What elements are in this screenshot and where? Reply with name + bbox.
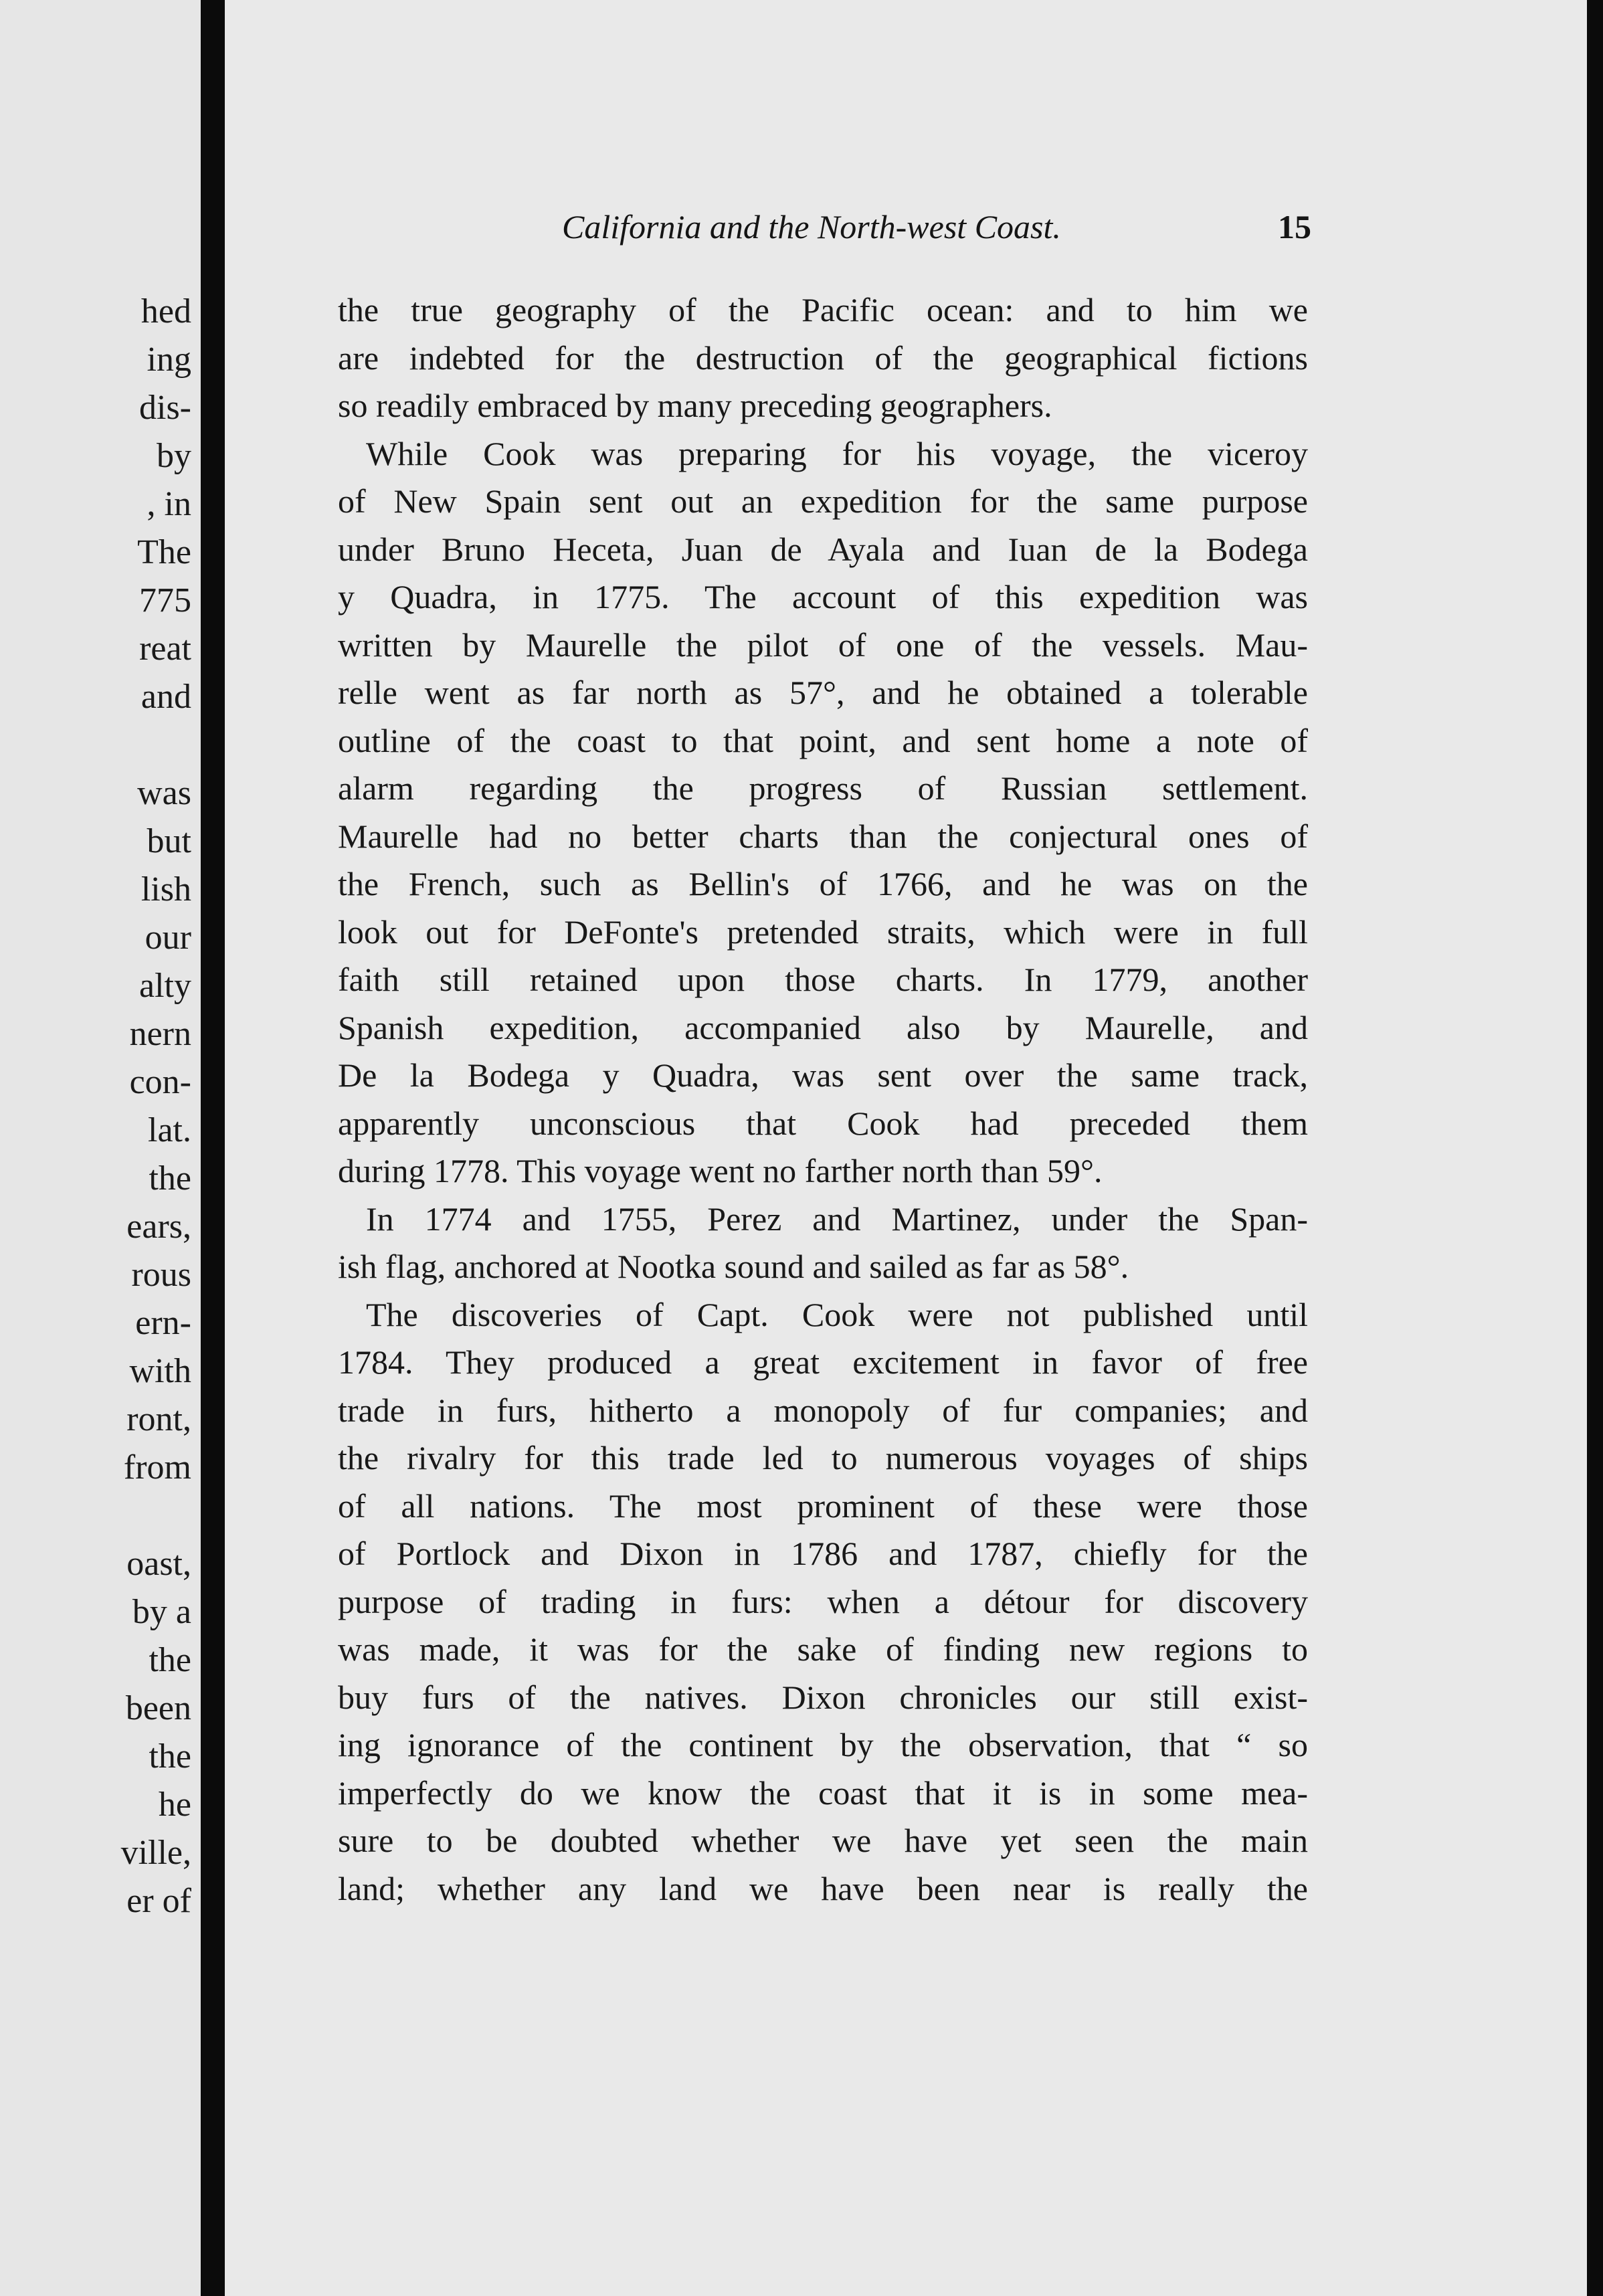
facing-page-line: The bbox=[137, 533, 191, 571]
facing-page-line: by a bbox=[132, 1593, 191, 1631]
text-line: purpose of trading in furs: when a détour for discovery bbox=[338, 1582, 1308, 1620]
text-line: sure to be doubted whether we have yet seen the main bbox=[338, 1822, 1308, 1859]
text-line: written by Maurelle the pilot of one of the vessels. Mau- bbox=[338, 626, 1308, 664]
facing-page-line: nern bbox=[129, 1015, 191, 1053]
text-line: De la Bodega y Quadra, was sent over the same track, bbox=[338, 1056, 1308, 1094]
text-line: alarm regarding the progress of Russian settlement. bbox=[338, 769, 1308, 807]
text-line: y Quadra, in 1775. The account of this expedition was bbox=[338, 578, 1308, 615]
text-line: apparently unconscious that Cook had preceded them bbox=[338, 1104, 1308, 1142]
text-line: of New Spain sent out an expedition for the same purpose bbox=[338, 482, 1308, 520]
facing-page-line: ront, bbox=[126, 1400, 191, 1438]
text-line: Spanish expedition, accompanied also by Maurelle, and bbox=[338, 1008, 1308, 1046]
facing-page-line: was bbox=[137, 774, 191, 812]
page-number: 15 bbox=[1278, 208, 1311, 246]
text-line: While Cook was preparing for his voyage, the viceroy bbox=[366, 434, 1308, 472]
facing-page-line: hed bbox=[140, 292, 191, 330]
text-line: so readily embraced by many preceding geographers. bbox=[338, 387, 1052, 424]
text-line: outline of the coast to that point, and sent home a note of bbox=[338, 721, 1308, 759]
facing-page-line: been bbox=[125, 1689, 191, 1727]
facing-page-line: ears, bbox=[126, 1208, 191, 1246]
facing-page-line: , in bbox=[147, 485, 191, 523]
text-line: land; whether any land we have been near is really the bbox=[338, 1869, 1308, 1907]
facing-page-line: ern- bbox=[135, 1304, 191, 1342]
text-line: look out for DeFonte's pretended straits, which were in full bbox=[338, 913, 1308, 951]
page-gutter bbox=[201, 0, 225, 2296]
running-title: California and the North-west Coast. bbox=[562, 208, 1061, 246]
text-line: of Portlock and Dixon in 1786 and 1787, chiefly for the bbox=[338, 1535, 1308, 1572]
facing-page-line: but bbox=[147, 822, 191, 860]
facing-page-line: our bbox=[145, 919, 191, 957]
text-line: the rivalry for this trade led to numerous voyages of ships bbox=[338, 1439, 1308, 1476]
text-line: trade in furs, hitherto a monopoly of fur companies; and bbox=[338, 1391, 1308, 1429]
facing-page-line: the bbox=[149, 1641, 191, 1679]
text-line: Maurelle had no better charts than the conjectural ones of bbox=[338, 817, 1308, 855]
text-line: buy furs of the natives. Dixon chronicles our still exist- bbox=[338, 1678, 1308, 1716]
text-line: faith still retained upon those charts. In 1779, another bbox=[338, 961, 1308, 998]
facing-page-line: oast, bbox=[126, 1545, 191, 1583]
text-line: In 1774 and 1755, Perez and Martinez, under the Span- bbox=[366, 1200, 1308, 1238]
text-line: imperfectly do we know the coast that it is in some mea- bbox=[338, 1774, 1308, 1812]
facing-page-line: ing bbox=[147, 341, 191, 379]
running-head bbox=[335, 207, 1311, 261]
facing-page-line: reat bbox=[139, 630, 191, 668]
text-line: ing ignorance of the continent by the observation, that “ so bbox=[338, 1726, 1308, 1763]
facing-page-line: ville, bbox=[120, 1834, 191, 1872]
facing-page-line: from bbox=[123, 1448, 191, 1487]
facing-page-line bbox=[121, 721, 191, 769]
text-line: was made, it was for the sake of finding new regions to bbox=[338, 1630, 1308, 1668]
text-line: The discoveries of Capt. Cook were not published until bbox=[366, 1295, 1308, 1333]
facing-page-line: alty bbox=[139, 967, 191, 1005]
text-line: are indebted for the destruction of the geographical fictions bbox=[338, 339, 1308, 377]
body-text bbox=[338, 286, 1308, 1913]
facing-page-line: by bbox=[157, 437, 191, 475]
facing-page-line: with bbox=[129, 1352, 191, 1390]
facing-page-line: rous bbox=[131, 1256, 191, 1294]
facing-page-line: dis- bbox=[139, 389, 191, 427]
text-line: the true geography of the Pacific ocean: and to him we bbox=[338, 291, 1308, 328]
facing-page-line: and bbox=[140, 678, 191, 716]
page-edge bbox=[1587, 0, 1603, 2296]
facing-page-line: con- bbox=[129, 1063, 191, 1101]
text-line: of all nations. The most prominent of these were those bbox=[338, 1487, 1308, 1525]
facing-page-line: er of bbox=[126, 1882, 191, 1920]
text-line: the French, such as Bellin's of 1766, and he was on the bbox=[338, 865, 1308, 902]
facing-page-line bbox=[121, 1492, 191, 1540]
facing-page-line: lish bbox=[140, 870, 191, 908]
facing-page-line: the bbox=[149, 1737, 191, 1776]
text-line: relle went as far north as 57°, and he obtained a tolerable bbox=[338, 674, 1308, 711]
text-line: under Bruno Heceta, Juan de Ayala and Iuan de la Bodega bbox=[338, 530, 1308, 568]
text-line: during 1778. This voyage went no farther north than 59°. bbox=[338, 1152, 1103, 1189]
facing-page-line: 775 bbox=[139, 581, 191, 619]
facing-page-line: the bbox=[149, 1159, 191, 1198]
text-line: 1784. They produced a great excitement in favor of free bbox=[338, 1343, 1308, 1381]
facing-page-line: he bbox=[158, 1786, 191, 1824]
facing-page-fragment bbox=[0, 0, 201, 2296]
facing-page-line: lat. bbox=[148, 1111, 191, 1149]
text-line: ish flag, anchored at Nootka sound and sailed as far as 58°. bbox=[338, 1248, 1129, 1285]
facing-page-line-ends bbox=[121, 288, 191, 1925]
